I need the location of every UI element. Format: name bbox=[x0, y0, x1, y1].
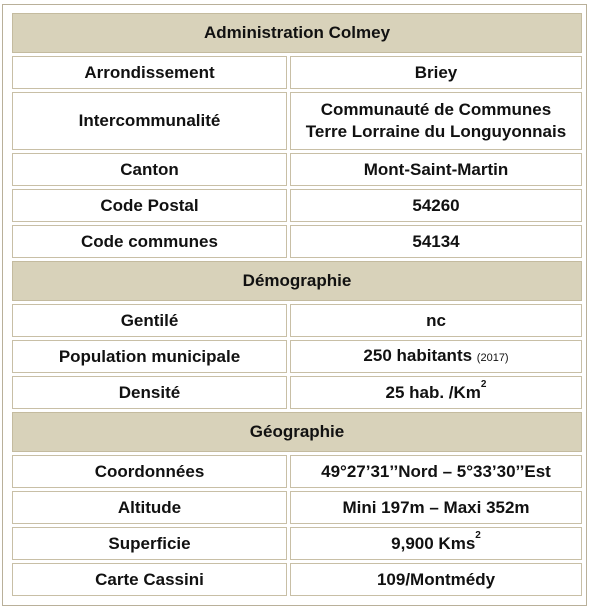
row-value-gentile: nc bbox=[290, 304, 582, 337]
densite-value: 25 hab. /Km bbox=[385, 382, 481, 402]
row-label-densite: Densité bbox=[12, 376, 287, 409]
row-value-carte-cassini: 109/Montmédy bbox=[290, 563, 582, 596]
table-row-arrondissement bbox=[12, 56, 582, 89]
densite-exponent: 2 bbox=[480, 378, 487, 390]
row-value-arrondissement: Briey bbox=[290, 56, 582, 89]
population-year: (2017) bbox=[476, 351, 509, 364]
row-value-code-communes: 54134 bbox=[290, 225, 582, 258]
section-title-administration: Administration Colmey bbox=[12, 13, 582, 53]
section-title-geographie: Géographie bbox=[12, 412, 582, 452]
table-row-densite bbox=[12, 376, 582, 409]
row-value-altitude: Mini 197m – Maxi 352m bbox=[290, 491, 582, 524]
superficie-value: 9,900 Kms bbox=[391, 533, 476, 553]
row-label-superficie: Superficie bbox=[12, 527, 287, 560]
section-header-demographie bbox=[12, 261, 582, 301]
superficie-exponent: 2 bbox=[475, 529, 481, 541]
row-label-code-postal: Code Postal bbox=[12, 189, 287, 222]
row-value-population bbox=[290, 340, 582, 373]
row-value-code-postal: 54260 bbox=[290, 189, 582, 222]
table-row-code-communes bbox=[12, 225, 582, 258]
section-title-demographie: Démographie bbox=[12, 261, 582, 301]
row-label-code-communes: Code communes bbox=[12, 225, 287, 258]
row-value-coordonnees: 49°27’31’’Nord – 5°33’30’’Est bbox=[290, 455, 582, 488]
table-row-carte-cassini bbox=[12, 563, 582, 596]
row-value-intercommunalite-line2: Terre Lorraine du Longuyonnais bbox=[305, 122, 567, 141]
row-value-intercommunalite-line1: Communauté de Communes bbox=[320, 100, 552, 119]
table-row-code-postal bbox=[12, 189, 582, 222]
info-table-frame bbox=[2, 4, 587, 606]
row-label-gentile: Gentilé bbox=[12, 304, 287, 337]
row-label-altitude: Altitude bbox=[12, 491, 287, 524]
row-label-canton: Canton bbox=[12, 153, 287, 186]
row-label-population: Population municipale bbox=[12, 340, 287, 373]
row-value-superficie bbox=[290, 527, 582, 560]
row-value-densite bbox=[290, 376, 582, 409]
population-value: 250 habitants bbox=[363, 345, 473, 365]
section-header-geographie bbox=[12, 412, 582, 452]
row-label-arrondissement: Arrondissement bbox=[12, 56, 287, 89]
table-row-intercommunalite bbox=[12, 92, 582, 150]
table-row-altitude bbox=[12, 491, 582, 524]
table-row-gentile bbox=[12, 304, 582, 337]
table-row-population bbox=[12, 340, 582, 373]
row-label-carte-cassini: Carte Cassini bbox=[12, 563, 287, 596]
table-row-superficie bbox=[12, 527, 582, 560]
section-header-administration bbox=[12, 13, 582, 53]
row-value-intercommunalite bbox=[290, 92, 582, 150]
commune-info-table bbox=[9, 10, 585, 599]
row-label-intercommunalite: Intercommunalité bbox=[12, 92, 287, 150]
table-row-coordonnees bbox=[12, 455, 582, 488]
table-row-canton bbox=[12, 153, 582, 186]
row-value-canton: Mont-Saint-Martin bbox=[290, 153, 582, 186]
row-label-coordonnees: Coordonnées bbox=[12, 455, 287, 488]
